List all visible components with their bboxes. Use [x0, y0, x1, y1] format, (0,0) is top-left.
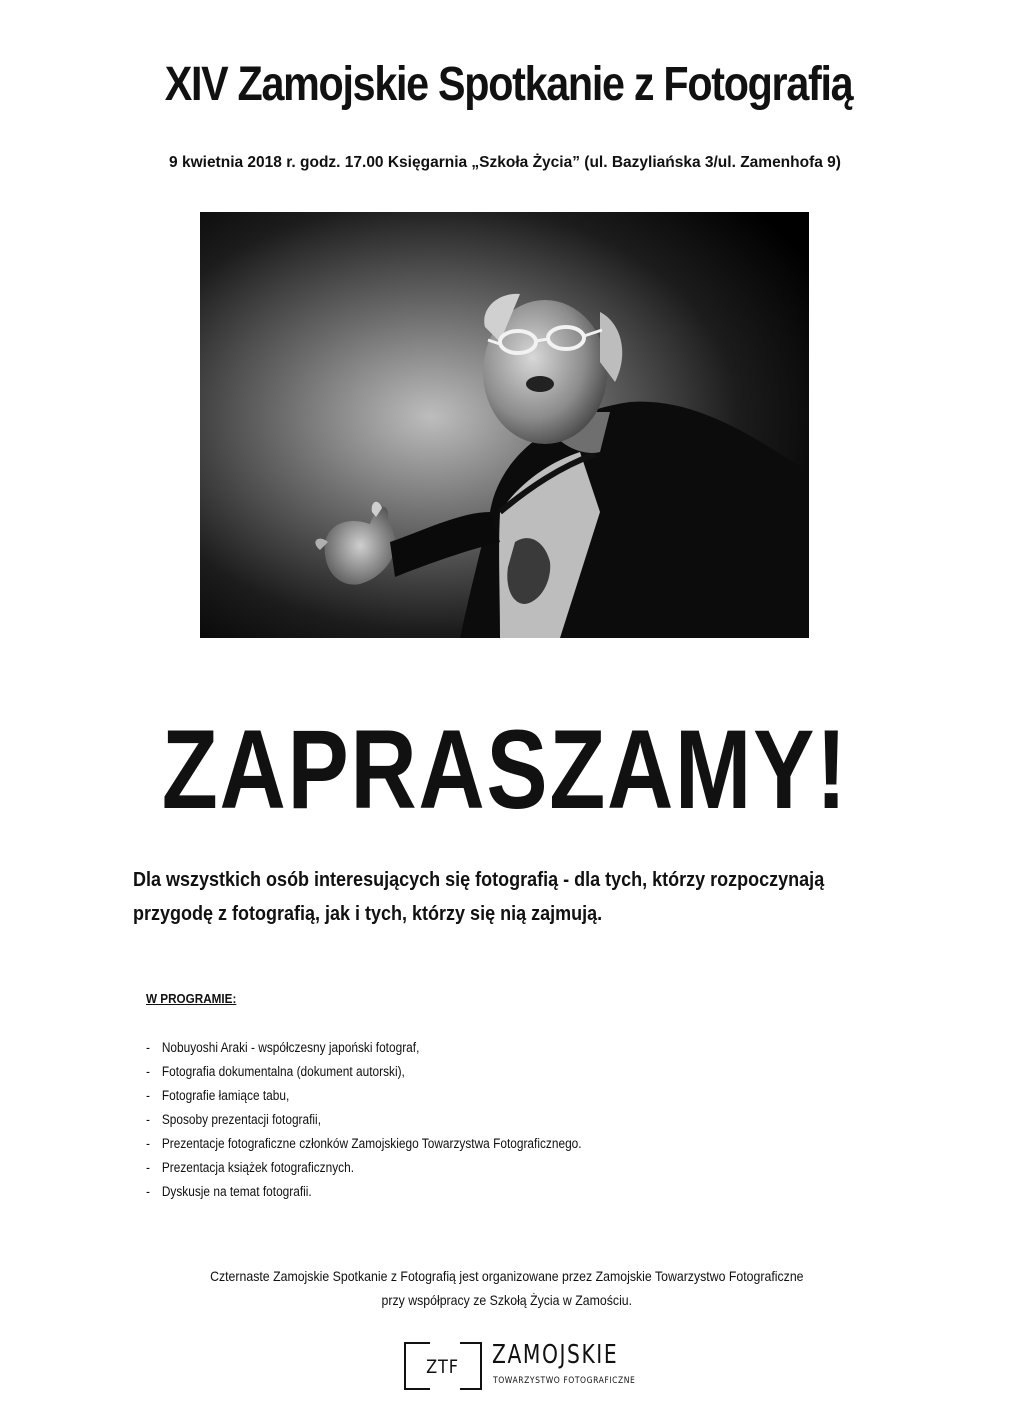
organizer-note [62, 1264, 951, 1312]
program-heading: W PROGRAMIE: [146, 991, 237, 1006]
organizer-line-1: Czternaste Zamojskie Spotkanie z Fotografią jest organizowane przez Zamojskie Towarzystwo Fotograficzne [210, 1268, 804, 1284]
event-date-location: 9 kwietnia 2018 r. godz. 17.00 Księgarnia „Szkoła Życia” (ul. Bazyliańska 3/ul. Zamenhofa 9) [169, 154, 841, 171]
ztf-logo [404, 1338, 636, 1396]
portrait-photo [200, 212, 809, 638]
list-item: - Nobuyoshi Araki - współczesny japoński fotograf, [146, 1040, 420, 1055]
list-item: - Sposoby prezentacji fotografii, [146, 1112, 321, 1127]
list-item: - Dyskusje na temat fotografii. [146, 1184, 312, 1199]
logo-abbreviation: ZTF [426, 1356, 459, 1378]
logo-subtitle: TOWARZYSTWO FOTOGRAFICZNE [493, 1376, 636, 1386]
list-item: - Fotografia dokumentalna (dokument autorski), [146, 1064, 405, 1079]
list-item: - Prezentacje fotograficzne członków Zamojskiego Towarzystwa Fotograficznego. [146, 1136, 582, 1151]
program-list [146, 1036, 582, 1204]
logo-name: ZAMOJSKIE [492, 1340, 619, 1370]
list-item: - Prezentacja książek fotograficznych. [146, 1160, 354, 1175]
intro-line-2: przygodę z fotografią, jak i tych, którzy się nią zajmują. [133, 903, 603, 925]
invitation-headline: ZAPRASZAMY! [161, 707, 849, 832]
logo-frame [404, 1342, 482, 1390]
organizer-line-2: przy współpracy ze Szkołą Życia w Zamościu. [381, 1292, 633, 1308]
list-item: - Fotografie łamiące tabu, [146, 1088, 290, 1103]
intro-line-1: Dla wszystkich osób interesujących się fotografią - dla tych, którzy rozpoczynają [133, 869, 825, 891]
event-title: XIV Zamojskie Spotkanie z Fotografią [164, 58, 853, 111]
intro-text [133, 863, 871, 931]
